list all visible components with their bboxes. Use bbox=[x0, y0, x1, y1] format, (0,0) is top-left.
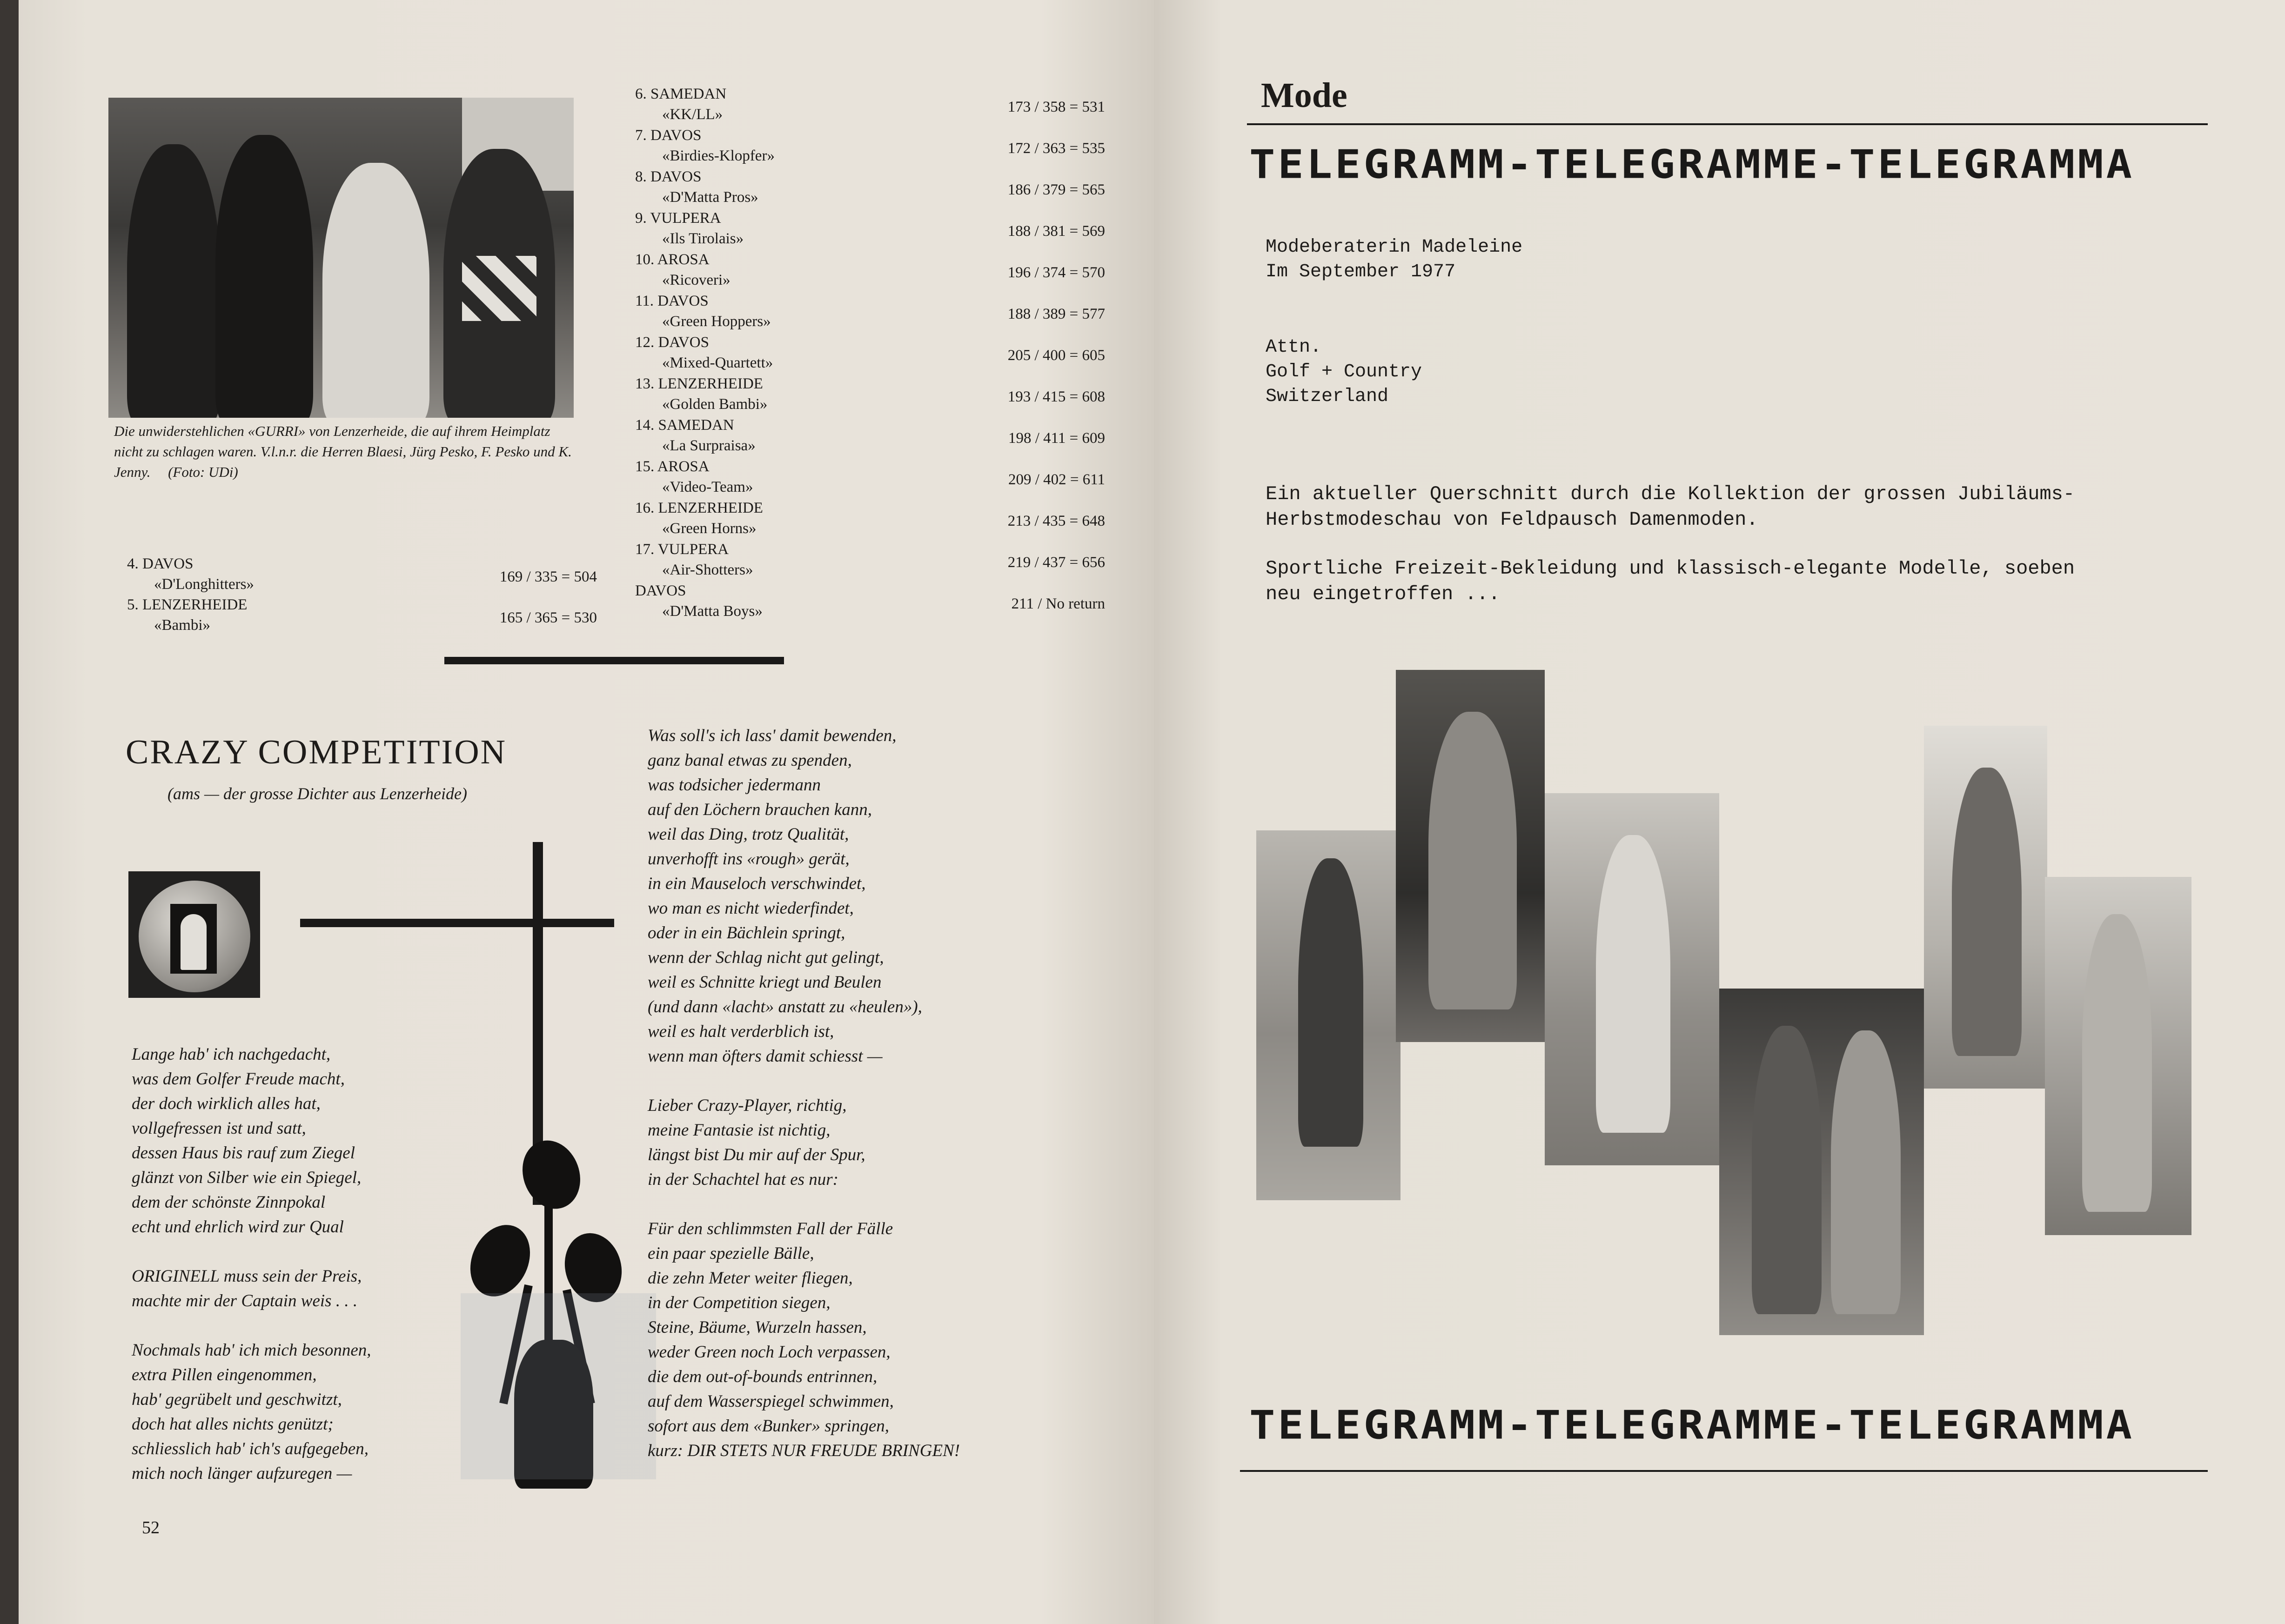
cross-bar-horizontal bbox=[300, 919, 614, 927]
caption-text: Die unwiderstehlichen «GURRI» von Lenzerheide, die auf ihrem Heimplatz nicht zu schlagen waren. V.l.n.r. die Herren Blaesi, Jürg Pesko, F. Pesko und K. Jenny. bbox=[114, 423, 572, 480]
header-rule bbox=[1247, 123, 2208, 125]
club-name: 7. DAVOS bbox=[635, 127, 702, 144]
poem-column-2 bbox=[648, 723, 1118, 1488]
team-name: «Ils Tirolais» bbox=[662, 230, 744, 247]
result-row bbox=[635, 167, 1105, 208]
team-score: 219 / 437 = 656 bbox=[1007, 554, 1105, 571]
poem-stanza: ORIGINELL muss sein der Preis, machte mir der Captain weis . . . bbox=[132, 1267, 362, 1310]
team-name: «KK/LL» bbox=[662, 106, 723, 123]
telegram-body bbox=[1266, 481, 2261, 607]
photo-credit: (Foto: UDi) bbox=[168, 464, 238, 480]
section-title: Mode bbox=[1261, 76, 1347, 115]
team-score: 193 / 415 = 608 bbox=[1007, 388, 1105, 405]
fashion-photo bbox=[1396, 670, 1545, 1042]
club-name: 4. DAVOS bbox=[127, 555, 194, 572]
club-name: 12. DAVOS bbox=[635, 334, 709, 351]
result-row bbox=[635, 581, 1105, 622]
team-score: 205 / 400 = 605 bbox=[1007, 347, 1105, 364]
team-name: «Mixed-Quartett» bbox=[662, 354, 773, 371]
team-score: 213 / 435 = 648 bbox=[1007, 513, 1105, 529]
team-score: 188 / 381 = 569 bbox=[1007, 223, 1105, 240]
club-name: 9. VULPERA bbox=[635, 210, 721, 227]
result-row bbox=[635, 291, 1105, 333]
result-row bbox=[635, 374, 1105, 415]
team-score: 188 / 389 = 577 bbox=[1007, 306, 1105, 322]
team-score: 209 / 402 = 611 bbox=[1008, 471, 1105, 488]
poem-stanza: Lange hab' ich nachgedacht, was dem Golfer Freude macht, der doch wirklich alles hat, vollgefressen ist und satt, dessen Haus bis rauf zum Ziegel glänzt von Silber wie ein Spiegel, dem der schönste Zinnpokal echt und ehrlich wird zur Qual bbox=[132, 1045, 362, 1236]
sender-line: Im September 1977 bbox=[1266, 261, 1456, 282]
recipient-line: Attn. bbox=[1266, 337, 1322, 358]
body-paragraph: Ein aktueller Querschnitt durch die Kollektion der grossen Jubiläums- Herbstmodeschau von Feldpausch Damenmoden. bbox=[1266, 483, 2075, 531]
telegram-banner-top: TELEGRAMM-TELEGRAMME-TELEGRAMMA bbox=[1249, 141, 2135, 187]
club-name: 14. SAMEDAN bbox=[635, 417, 734, 434]
poem-stanza: Lieber Crazy-Player, richtig, meine Fantasie ist nichtig, längst bist Du mir auf der Spur, in der Schachtel hat es nur: bbox=[648, 1096, 865, 1189]
photo-caption bbox=[114, 421, 579, 482]
team-name: «Green Horns» bbox=[662, 520, 757, 537]
club-name: 13. LENZERHEIDE bbox=[635, 375, 763, 392]
telegram-banner-bottom: TELEGRAMM-TELEGRAMME-TELEGRAMMA bbox=[1249, 1402, 2135, 1448]
fashion-photo bbox=[1545, 793, 1719, 1165]
result-row bbox=[635, 125, 1105, 167]
team-score: 211 / No return bbox=[1011, 595, 1105, 612]
club-name: 5. LENZERHEIDE bbox=[127, 596, 248, 613]
team-score: 165 / 365 = 530 bbox=[499, 609, 597, 626]
fashion-photo bbox=[1719, 989, 1924, 1335]
club-name: 15. AROSA bbox=[635, 458, 710, 475]
poem-stanza: Nochmals hab' ich mich besonnen, extra Pillen eingenommen, hab' gegrübelt und geschwitzt, doch hat alles nichts genützt; schliesslich hab' ich's aufgegeben, mich noch länger aufzuregen — bbox=[132, 1341, 371, 1483]
divider-bar bbox=[444, 657, 784, 664]
results-list-left bbox=[127, 554, 606, 647]
result-row bbox=[635, 415, 1105, 457]
club-name: 11. DAVOS bbox=[635, 293, 709, 309]
club-name: 6. SAMEDAN bbox=[635, 86, 727, 102]
team-score: 172 / 363 = 535 bbox=[1007, 140, 1105, 157]
result-row bbox=[635, 208, 1105, 250]
club-name: 10. AROSA bbox=[635, 251, 710, 268]
team-name: «Green Hoppers» bbox=[662, 313, 771, 330]
result-row bbox=[127, 595, 597, 636]
recipient-block bbox=[1266, 335, 1422, 409]
bleed-through-box bbox=[461, 1293, 656, 1479]
team-score: 186 / 379 = 565 bbox=[1007, 181, 1105, 198]
result-row bbox=[635, 249, 1105, 291]
fashion-photo bbox=[1256, 830, 1400, 1200]
result-row bbox=[635, 84, 1105, 126]
trophy-photo bbox=[108, 98, 574, 418]
club-name: DAVOS bbox=[635, 582, 686, 599]
poem-column-1 bbox=[132, 1042, 467, 1510]
body-paragraph: Sportliche Freizeit-Bekleidung und klassisch-elegante Modelle, soeben neu eingetroffen ... bbox=[1266, 557, 2075, 605]
page-number: 52 bbox=[142, 1518, 160, 1537]
result-row bbox=[635, 456, 1105, 498]
team-name: «Birdies-Klopfer» bbox=[662, 147, 775, 164]
club-name: 16. LENZERHEIDE bbox=[635, 500, 763, 516]
article-subheading: (ams — der grosse Dichter aus Lenzerheide) bbox=[168, 784, 467, 803]
team-name: «Air-Shotters» bbox=[662, 561, 753, 578]
footer-rule bbox=[1240, 1470, 2208, 1472]
result-row bbox=[127, 554, 597, 595]
club-name: 8. DAVOS bbox=[635, 168, 702, 185]
sender-block bbox=[1266, 235, 1522, 284]
recipient-line: Switzerland bbox=[1266, 386, 1389, 407]
team-score: 169 / 335 = 504 bbox=[499, 568, 597, 585]
team-score: 198 / 411 = 609 bbox=[1008, 430, 1105, 447]
team-score: 173 / 358 = 531 bbox=[1007, 99, 1105, 115]
right-page bbox=[1154, 0, 2285, 1624]
poem-stanza: Was soll's ich lass' damit bewenden, ganz banal etwas zu spenden, was todsicher jedermann auf den Löchern brauchen kann, weil das Ding, trotz Qualität, unverhofft ins «rough» gerät, in ein Mauseloch verschwindet, wo man es nicht wiederfindet, oder in ein Bächlein springt, wenn der Schlag nicht gut gelingt, weil es Schnitte kriegt und Beulen (und dann «lacht» anstatt zu «heulen»), weil es halt verderblich ist, wenn man öfters damit schiesst — bbox=[648, 726, 922, 1066]
team-name: «La Surpraisa» bbox=[662, 437, 756, 454]
team-name: «Video-Team» bbox=[662, 479, 753, 495]
team-name: «Ricoveri» bbox=[662, 272, 730, 288]
team-name: «D'Matta Boys» bbox=[662, 603, 763, 620]
left-page bbox=[19, 0, 1154, 1624]
recipient-line: Golf + Country bbox=[1266, 361, 1422, 382]
fashion-photo bbox=[1924, 726, 2047, 1089]
golf-ball-image bbox=[128, 871, 260, 998]
team-name: «Golden Bambi» bbox=[662, 396, 768, 413]
club-name: 17. VULPERA bbox=[635, 541, 729, 558]
team-name: «D'Longhitters» bbox=[154, 576, 254, 593]
article-heading: CRAZY COMPETITION bbox=[126, 733, 507, 771]
sender-line: Modeberaterin Madeleine bbox=[1266, 237, 1523, 258]
result-row bbox=[635, 332, 1105, 374]
team-name: «Bambi» bbox=[154, 617, 210, 634]
team-score: 196 / 374 = 570 bbox=[1007, 264, 1105, 281]
result-row bbox=[635, 498, 1105, 540]
result-row bbox=[635, 539, 1105, 581]
fashion-photo bbox=[2045, 877, 2191, 1235]
poem-stanza: Für den schlimmsten Fall der Fälle ein paar spezielle Bälle, die zehn Meter weiter fliegen, in der Competition siegen, Steine, Bäume, Wurzeln hassen, weder Green noch Loch verpassen, die dem out-of-bounds entrinnen, auf dem Wasserspiegel schwimmen, sofort aus dem «Bunker» springen, kurz: DIR STETS NUR FREUDE BRINGEN! bbox=[648, 1219, 960, 1460]
results-list-right bbox=[635, 84, 1119, 623]
team-name: «D'Matta Pros» bbox=[662, 189, 758, 206]
